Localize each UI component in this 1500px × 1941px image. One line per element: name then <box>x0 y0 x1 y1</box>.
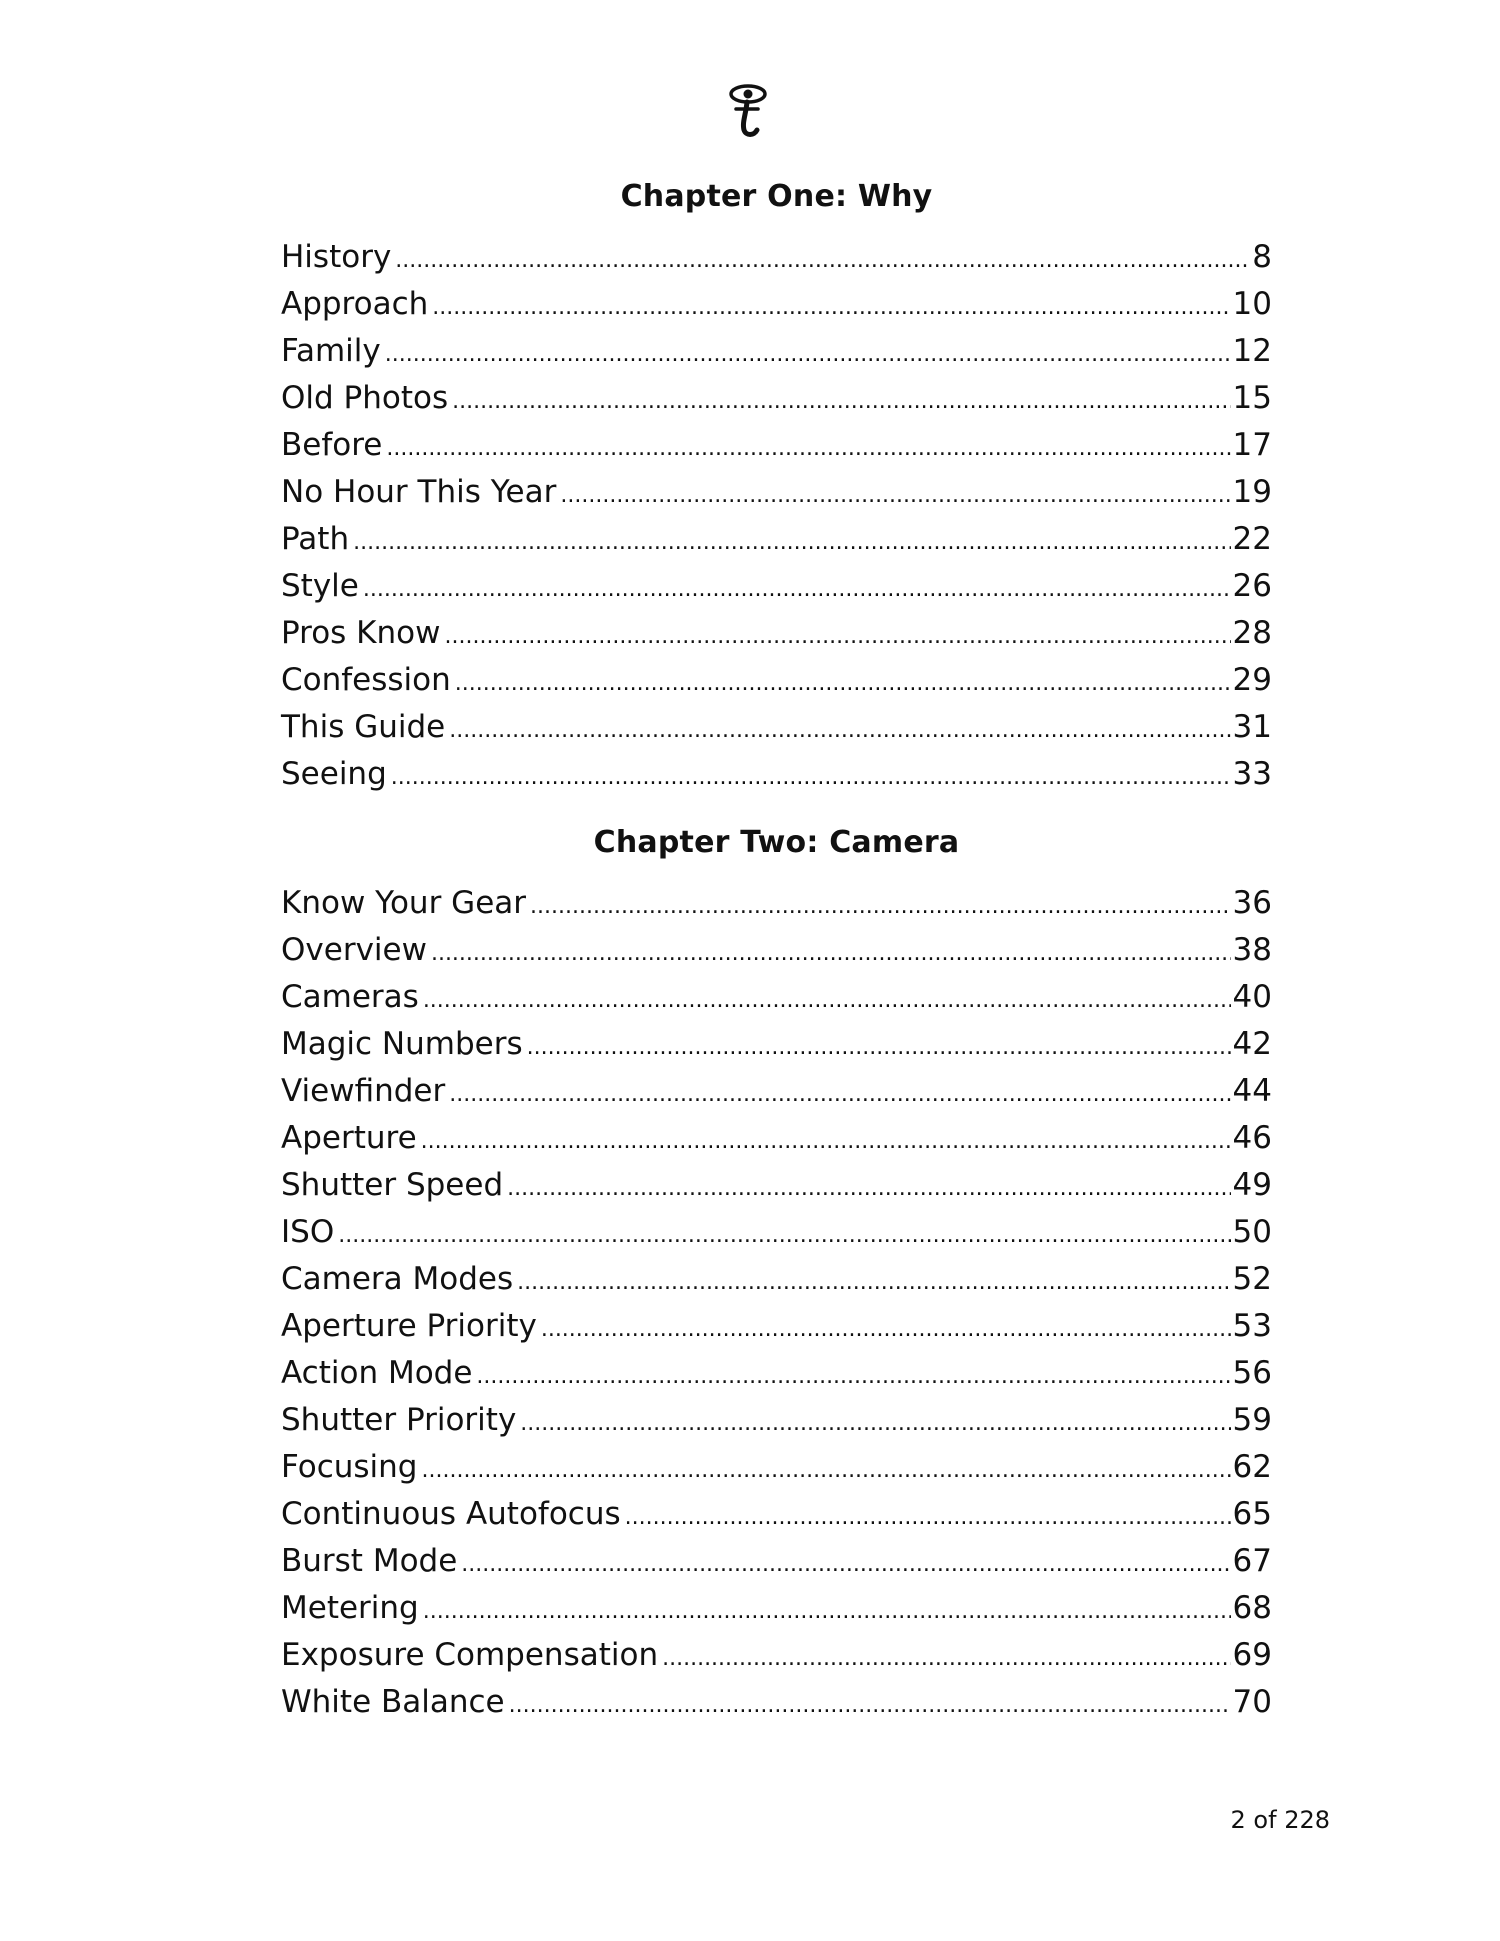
toc-entry[interactable] <box>281 1397 1272 1444</box>
toc-entry-title: Magic Numbers <box>281 1026 523 1062</box>
toc-entry-title: Aperture <box>281 1120 417 1156</box>
toc-entry[interactable] <box>281 974 1272 1021</box>
toc-entry-title: Seeing <box>281 756 387 792</box>
toc-entry-title: Approach <box>281 286 429 322</box>
toc-entry-page: 50 <box>1232 1214 1272 1250</box>
chapter-one-section <box>281 168 1272 798</box>
toc-entry[interactable] <box>281 1303 1272 1350</box>
toc-entry-title: Before <box>281 427 383 463</box>
toc-dot-leader <box>452 378 1230 425</box>
toc-dot-leader <box>338 1212 1230 1259</box>
toc-dot-leader <box>455 660 1231 707</box>
toc-dot-leader <box>560 472 1230 519</box>
toc-entry-page: 65 <box>1232 1496 1272 1532</box>
toc-dot-leader <box>421 1118 1231 1165</box>
toc-entry[interactable] <box>281 516 1272 563</box>
toc-entry[interactable] <box>281 1068 1272 1115</box>
toc-entry[interactable] <box>281 1585 1272 1632</box>
eye-figure-logo-icon <box>720 82 776 138</box>
toc-entry-title: Cameras <box>281 979 419 1015</box>
toc-entry-page: 40 <box>1232 979 1272 1015</box>
toc-entry[interactable] <box>281 563 1272 610</box>
toc-entry[interactable] <box>281 1632 1272 1679</box>
toc-dot-leader <box>423 977 1231 1024</box>
toc-entry[interactable] <box>281 657 1272 704</box>
toc-entry-title: Focusing <box>281 1449 418 1485</box>
toc-entry-page: 62 <box>1232 1449 1272 1485</box>
toc-entry[interactable] <box>281 1679 1272 1726</box>
toc-dot-leader <box>541 1306 1231 1353</box>
toc-entry-title: Camera Modes <box>281 1261 514 1297</box>
toc-entry-title: Family <box>281 333 381 369</box>
toc-dot-leader <box>353 519 1230 566</box>
toc-entry-page: 42 <box>1232 1026 1272 1062</box>
toc-entry-title: Exposure Compensation <box>281 1637 659 1673</box>
toc-entry-title: Aperture Priority <box>281 1308 537 1344</box>
toc-entry-page: 49 <box>1232 1167 1272 1203</box>
toc-dot-leader <box>520 1400 1230 1447</box>
toc-entry-page: 26 <box>1232 568 1272 604</box>
toc-dot-leader <box>431 930 1231 977</box>
chapter-two-title: Chapter Two: Camera <box>593 825 960 860</box>
toc-entry[interactable] <box>281 1444 1272 1491</box>
toc-entry-title: Know Your Gear <box>281 885 527 921</box>
toc-entry[interactable] <box>281 1256 1272 1303</box>
toc-entry-page: 28 <box>1232 615 1272 651</box>
toc-dot-leader <box>391 754 1231 801</box>
toc-entry-page: 22 <box>1232 521 1272 557</box>
toc-entry[interactable] <box>281 704 1272 751</box>
toc-entry-page: 59 <box>1232 1402 1272 1438</box>
toc-entry-page: 17 <box>1232 427 1272 463</box>
toc-dot-leader <box>421 1447 1230 1494</box>
toc-entry-title: This Guide <box>281 709 446 745</box>
toc-entry[interactable] <box>281 422 1272 469</box>
toc-entry-page: 56 <box>1232 1355 1272 1391</box>
toc-dot-leader <box>385 331 1231 378</box>
toc-entry-page: 38 <box>1232 932 1272 968</box>
toc-dot-leader <box>530 883 1231 930</box>
toc-entry-page: 44 <box>1232 1073 1272 1109</box>
toc-entry[interactable] <box>281 375 1272 422</box>
toc-entry-title: Shutter Speed <box>281 1167 504 1203</box>
toc-entry-title: Overview <box>281 932 427 968</box>
toc-entry-title: Metering <box>281 1590 419 1626</box>
toc-entry-page: 46 <box>1232 1120 1272 1156</box>
toc-entry[interactable] <box>281 927 1272 974</box>
toc-dot-leader <box>449 1071 1230 1118</box>
toc-entry[interactable] <box>281 880 1272 927</box>
toc-entry[interactable] <box>281 1350 1272 1397</box>
toc-dot-leader <box>423 1588 1231 1635</box>
toc-entry-page: 70 <box>1232 1684 1272 1720</box>
toc-entry-page: 31 <box>1232 709 1272 745</box>
toc-entry-title: History <box>281 239 392 275</box>
toc-entry[interactable] <box>281 1209 1272 1256</box>
toc-dot-leader <box>444 613 1230 660</box>
toc-dot-leader <box>625 1494 1231 1541</box>
toc-entry[interactable] <box>281 328 1272 375</box>
toc-entry-page: 69 <box>1232 1637 1272 1673</box>
toc-entry-page: 33 <box>1232 756 1272 792</box>
toc-entry[interactable] <box>281 1021 1272 1068</box>
toc-dot-leader <box>509 1682 1231 1729</box>
toc-entry[interactable] <box>281 1538 1272 1585</box>
chapter-two-section <box>281 814 1272 1726</box>
toc-entry-page: 29 <box>1232 662 1272 698</box>
toc-entry-title: No Hour This Year <box>281 474 557 510</box>
toc-entry-title: Burst Mode <box>281 1543 458 1579</box>
chapter-one-title: Chapter One: Why <box>620 179 933 214</box>
toc-entry-title: ISO <box>281 1214 335 1250</box>
toc-entry[interactable] <box>281 281 1272 328</box>
toc-entry-title: Shutter Priority <box>281 1402 517 1438</box>
toc-entry[interactable] <box>281 610 1272 657</box>
toc-entry[interactable] <box>281 1162 1272 1209</box>
toc-entry-page: 36 <box>1232 885 1272 921</box>
table-of-contents <box>281 168 1272 1726</box>
toc-dot-leader <box>476 1353 1230 1400</box>
toc-entry[interactable] <box>281 469 1272 516</box>
toc-dot-leader <box>662 1635 1230 1682</box>
toc-entry-page: 19 <box>1232 474 1272 510</box>
toc-entry-title: Style <box>281 568 359 604</box>
toc-entry[interactable] <box>281 1115 1272 1162</box>
toc-entry-page: 67 <box>1232 1543 1272 1579</box>
toc-dot-leader <box>432 284 1230 331</box>
toc-entry-title: Confession <box>281 662 451 698</box>
toc-dot-leader <box>527 1024 1231 1071</box>
toc-entry-title: Pros Know <box>281 615 441 651</box>
toc-entry-page: 10 <box>1232 286 1272 322</box>
toc-entry-title: Old Photos <box>281 380 449 416</box>
toc-entry[interactable] <box>281 234 1272 281</box>
toc-entry-title: Path <box>281 521 350 557</box>
toc-entry-page: 53 <box>1232 1308 1272 1344</box>
toc-entry-title: Viewfinder <box>281 1073 446 1109</box>
toc-dot-leader <box>449 707 1230 754</box>
toc-dot-leader <box>395 237 1250 284</box>
page-number: 2 of 228 <box>1230 1806 1330 1834</box>
toc-entry-page: 52 <box>1232 1261 1272 1297</box>
toc-dot-leader <box>517 1259 1230 1306</box>
toc-dot-leader <box>507 1165 1230 1212</box>
toc-dot-leader <box>386 425 1230 472</box>
toc-entry-page: 68 <box>1232 1590 1272 1626</box>
toc-entry[interactable] <box>281 1491 1272 1538</box>
toc-dot-leader <box>363 566 1231 613</box>
toc-entry-page: 12 <box>1232 333 1272 369</box>
toc-entry[interactable] <box>281 751 1272 798</box>
toc-dot-leader <box>461 1541 1230 1588</box>
chapter-one-entries <box>281 234 1272 798</box>
toc-entry-page: 8 <box>1252 239 1272 275</box>
toc-entry-title: White Balance <box>281 1684 505 1720</box>
chapter-two-entries <box>281 880 1272 1726</box>
toc-entry-title: Action Mode <box>281 1355 473 1391</box>
toc-entry-title: Continuous Autofocus <box>281 1496 621 1532</box>
toc-entry-page: 15 <box>1232 380 1272 416</box>
